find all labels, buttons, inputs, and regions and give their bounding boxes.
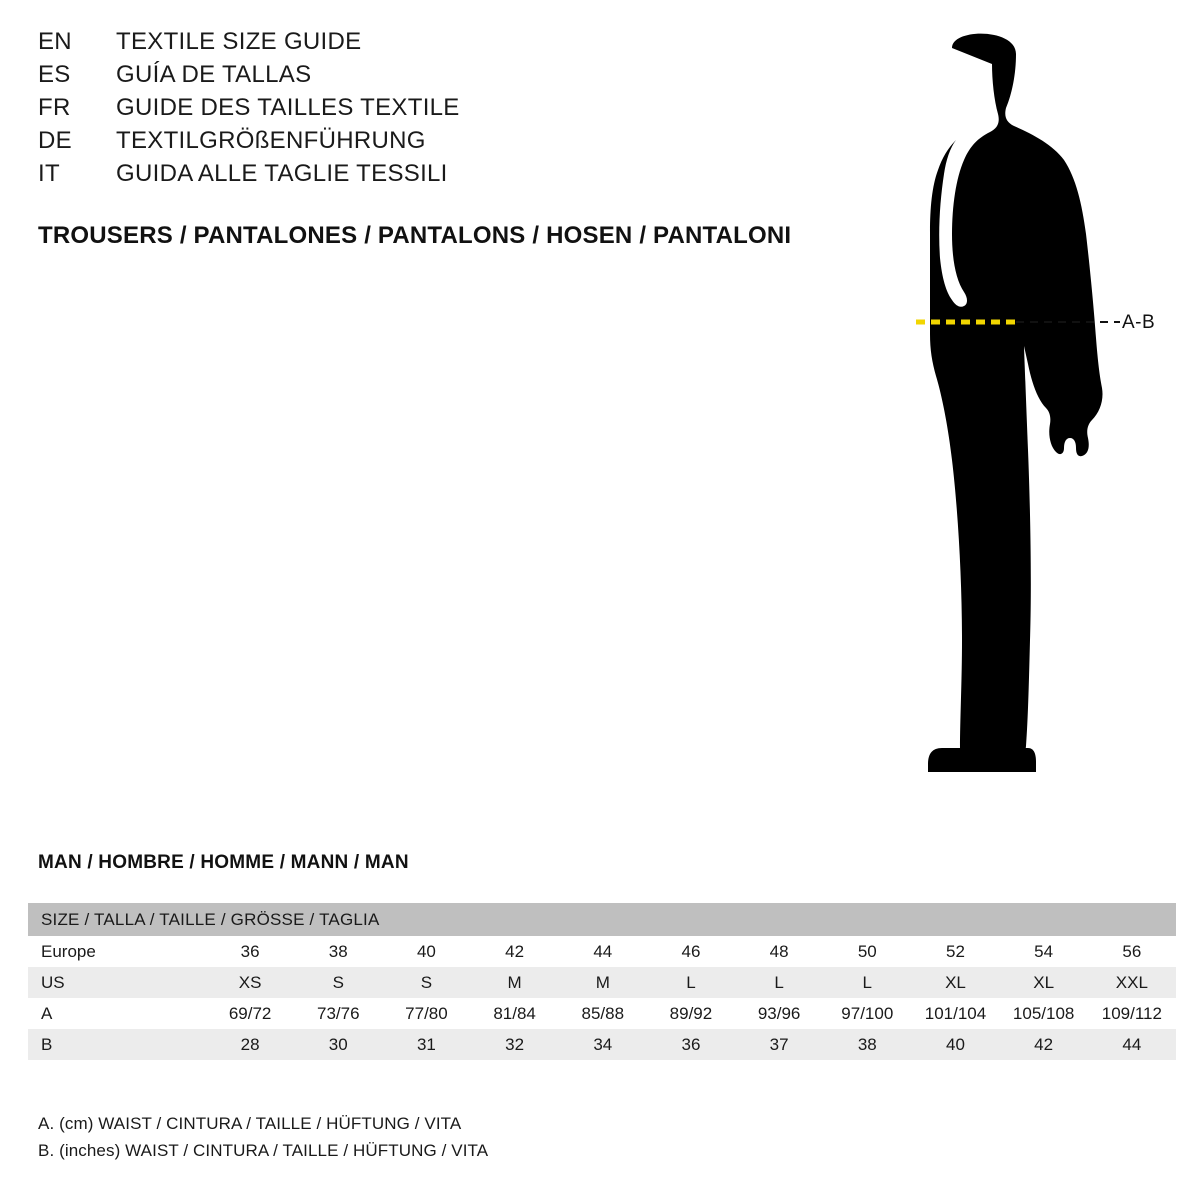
table-cell: M	[471, 967, 559, 998]
language-text: GUIDA ALLE TAGLIE TESSILI	[116, 160, 448, 187]
foot-shape	[928, 748, 1036, 772]
table-row	[28, 967, 1176, 998]
table-cell: XL	[1000, 967, 1088, 998]
footnotes	[38, 1110, 488, 1164]
table-row	[28, 936, 1176, 967]
row-label: B	[28, 1029, 206, 1060]
table-cell: 101/104	[911, 998, 999, 1029]
table-cell: 77/80	[382, 998, 470, 1029]
table-cell: 30	[294, 1029, 382, 1060]
table-cell: 37	[735, 1029, 823, 1060]
table-cell: 42	[471, 936, 559, 967]
table-cell: 48	[735, 936, 823, 967]
table-cell: L	[647, 967, 735, 998]
table-row	[28, 998, 1176, 1029]
language-row	[38, 61, 798, 94]
language-row	[38, 94, 798, 127]
table-row	[28, 1029, 1176, 1060]
table-cell: 93/96	[735, 998, 823, 1029]
table-cell: 89/92	[647, 998, 735, 1029]
table-cell: L	[735, 967, 823, 998]
table-cell: 31	[382, 1029, 470, 1060]
table-section-title: MAN / HOMBRE / HOMME / MANN / MAN	[38, 852, 409, 873]
garment-type-title: TROUSERS / PANTALONES / PANTALONS / HOSEN / PANTALONI	[38, 222, 792, 249]
table-cell: S	[382, 967, 470, 998]
language-row	[38, 28, 798, 61]
table-cell: 97/100	[823, 998, 911, 1029]
row-label: A	[28, 998, 206, 1029]
table-cell: XXL	[1088, 967, 1176, 998]
size-table-head	[28, 903, 1176, 936]
table-header-row	[28, 903, 1176, 936]
table-cell: 38	[823, 1029, 911, 1060]
footnote-b: B. (inches) WAIST / CINTURA / TAILLE / HÜFTUNG / VITA	[38, 1141, 489, 1160]
table-cell: 36	[647, 1029, 735, 1060]
table-cell: 38	[294, 936, 382, 967]
language-text: TEXTILE SIZE GUIDE	[116, 28, 362, 55]
language-row	[38, 160, 798, 193]
footnote-a: A. (cm) WAIST / CINTURA / TAILLE / HÜFTUNG / VITA	[38, 1114, 462, 1133]
table-cell: 32	[471, 1029, 559, 1060]
language-text: TEXTILGRÖßENFÜHRUNG	[116, 127, 426, 154]
table-cell: 42	[1000, 1029, 1088, 1060]
language-code: FR	[38, 94, 71, 121]
table-cell: 50	[823, 936, 911, 967]
silhouette-shape	[930, 34, 1103, 761]
size-table-header-label: SIZE / TALLA / TAILLE / GRÖSSE / TAGLIA	[28, 903, 1176, 936]
size-table-body	[28, 936, 1176, 1060]
table-cell: 44	[559, 936, 647, 967]
language-code: IT	[38, 160, 60, 187]
row-label: US	[28, 967, 206, 998]
language-code: EN	[38, 28, 72, 55]
table-cell: L	[823, 967, 911, 998]
table-cell: 40	[382, 936, 470, 967]
table-cell: S	[294, 967, 382, 998]
language-text: GUÍA DE TALLAS	[116, 61, 312, 88]
table-cell: M	[559, 967, 647, 998]
table-cell: XL	[911, 967, 999, 998]
table-cell: 28	[206, 1029, 294, 1060]
table-cell: 34	[559, 1029, 647, 1060]
language-list	[38, 28, 798, 193]
table-cell: 73/76	[294, 998, 382, 1029]
row-label: Europe	[28, 936, 206, 967]
measure-label-ab: A-B	[1122, 312, 1156, 333]
size-table	[28, 903, 1176, 1060]
table-cell: XS	[206, 967, 294, 998]
table-cell: 54	[1000, 936, 1088, 967]
table-cell: 44	[1088, 1029, 1176, 1060]
language-code: DE	[38, 127, 72, 154]
language-row	[38, 127, 798, 160]
table-cell: 40	[911, 1029, 999, 1060]
male-silhouette-figure	[820, 20, 1200, 810]
table-cell: 81/84	[471, 998, 559, 1029]
table-cell: 69/72	[206, 998, 294, 1029]
table-cell: 56	[1088, 936, 1176, 967]
language-text: GUIDE DES TAILLES TEXTILE	[116, 94, 460, 121]
table-cell: 36	[206, 936, 294, 967]
table-cell: 105/108	[1000, 998, 1088, 1029]
table-cell: 109/112	[1088, 998, 1176, 1029]
table-cell: 46	[647, 936, 735, 967]
table-cell: 85/88	[559, 998, 647, 1029]
table-cell: 52	[911, 936, 999, 967]
language-code: ES	[38, 61, 71, 88]
